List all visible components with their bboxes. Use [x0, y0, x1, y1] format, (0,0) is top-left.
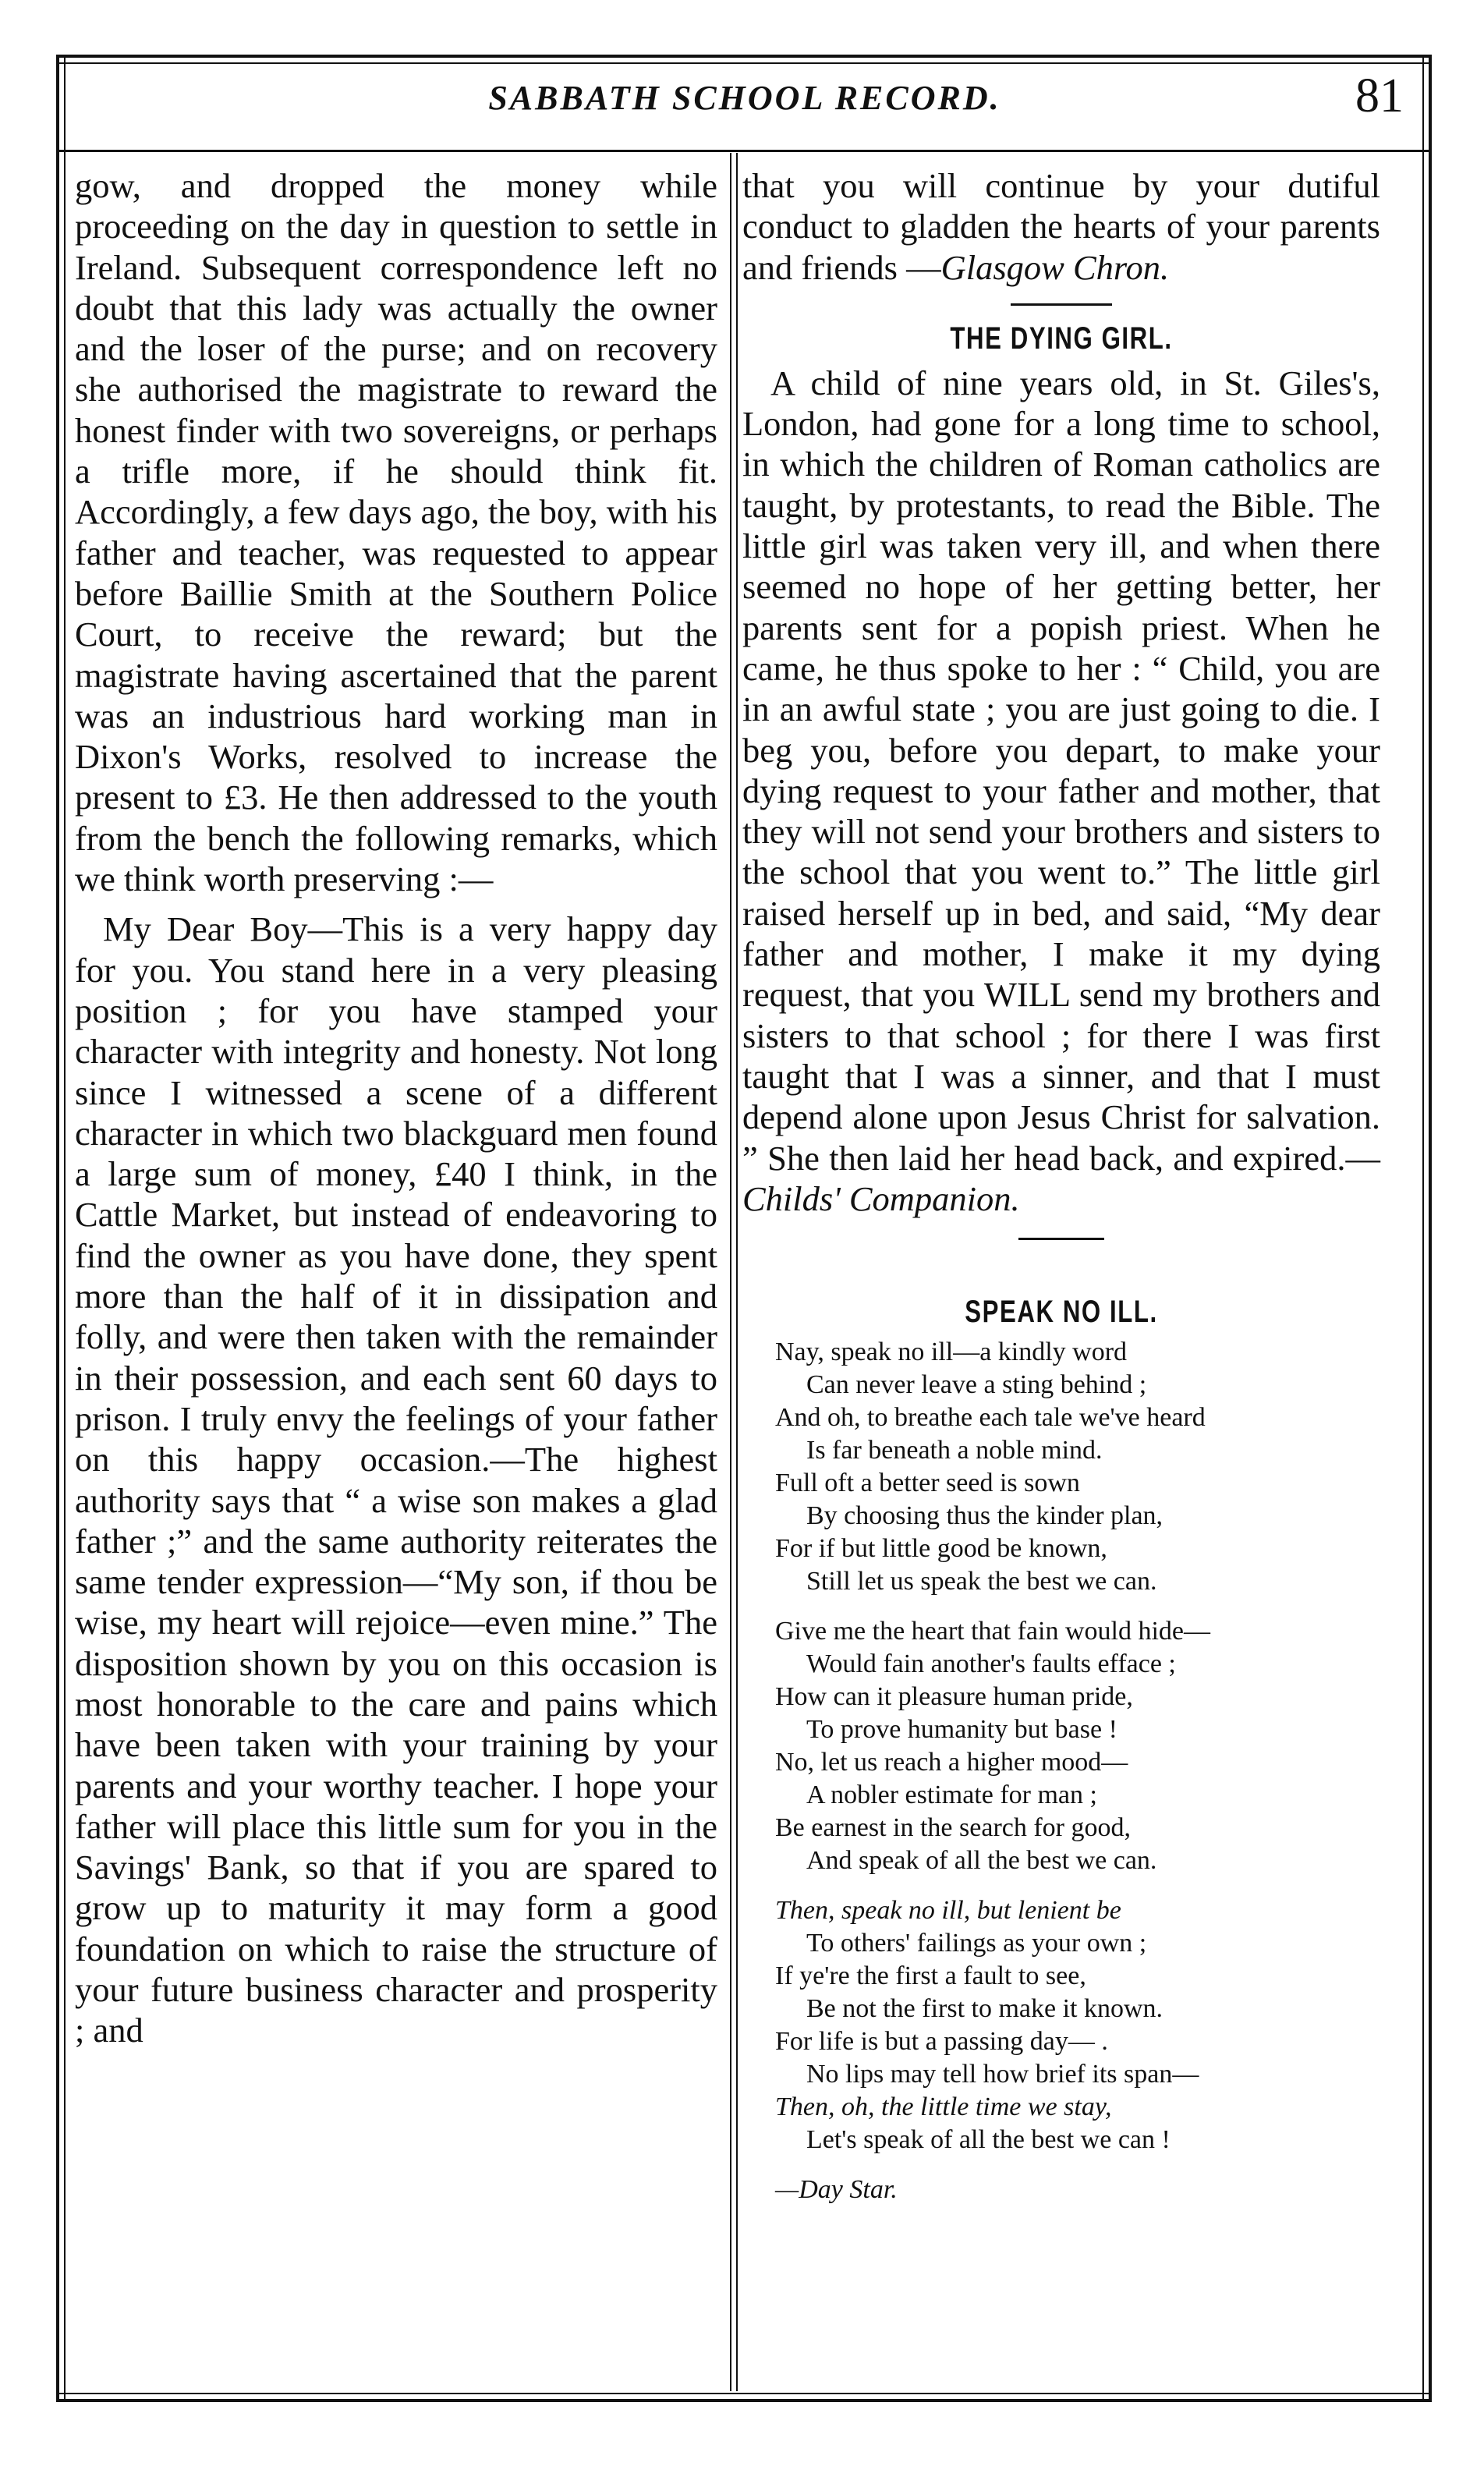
paragraph-magistrate-address: My Dear Boy—This is a very happy day for you. You stand here in a very pleasing position ; for you have stamped your character with integrity and honesty. Not long since I witnessed a scene of a different character in which two blackguard men found a large sum of money, £40 I think, in the Cattle Market, but instead of endeavoring to find the owner as you have done, they spent more than the half of it in dissipation and folly, and were then taken with the remainder in their possession, and each sent 60 days to prison. I truly envy the feelings of your father on this happy occasion.—The highest authority says that “ a wise son makes a glad father ;” and the same authority reiterates the same tender expression—“My son, if thou be wise, my heart will rejoice—even mine.” The disposition shown by you on this occasion is most honorable to the care and pains which have been taken with your training by your parents and your worthy teacher. I hope your father will place this little sum for you in the Savings' Bank, so that if you are spared to grow up to maturity it may form a good foundation on which to raise the structure of your future business character and prosperity ; and [75, 909, 717, 2050]
section-separator [1011, 303, 1112, 306]
poem-line: For if but little good be known, [775, 1534, 1107, 1564]
running-title: SABBATH SCHOOL RECORD. [488, 79, 1001, 117]
poem-line: Then, speak no ill, but lenient be [775, 1896, 1121, 1926]
poem-line: And oh, to breathe each tale we've heard [775, 1403, 1206, 1433]
dying-girl-paragraph [742, 363, 1380, 1219]
border-left-outer [56, 55, 59, 2402]
poem-line: Would fain another's faults efface ; [806, 1649, 1176, 1679]
poem-line: No, let us reach a higher mood— [775, 1748, 1128, 1777]
dying-girl-body: A child of nine years old, in St. Giles's, London, had gone for a long time to school, in which the children of Roman catholics are taught, by protestants, to read the Bible. The little girl was taken very ill, and when there seemed no hope of her getting better, her parents sent for a popish priest. When he came, he thus spoke to her : “ Child, you are in an awful state ; you are just going to die. I beg you, before you depart, to make your dying request to your father and mother, that they will not send your brothers and sisters to the school that you went to.” The little girl raised herself up in bed, and said, “My dear father and mother, I make it my dying request, that you WILL send my brothers and sisters to that school ; for there I was first taught that I was a sinner, and that I must depend alone upon Jesus Christ for salvation. ” She then laid her head back, and expired.— [742, 363, 1380, 1178]
left-column [75, 165, 717, 2051]
poem-source: —Day Star. [775, 2175, 898, 2205]
border-bottom-inner [56, 2393, 1432, 2394]
continuation-source: Glasgow Chron. [940, 247, 1170, 287]
page-number: 81 [1355, 69, 1404, 122]
section-separator [1018, 1238, 1104, 1240]
right-column [742, 165, 1380, 2206]
poem-line: Be not the first to make it known. [806, 1994, 1163, 2024]
border-right-outer [1429, 55, 1432, 2402]
header-rule [56, 150, 1432, 152]
continuation-block [742, 165, 1380, 288]
poem-line: Still let us speak the best we can. [806, 1567, 1157, 1596]
article-dying-girl [742, 363, 1380, 1219]
page-header [70, 69, 1419, 134]
poem-line: And speak of all the best we can. [806, 1846, 1157, 1876]
border-right-inner [1422, 55, 1424, 2402]
border-left-inner [64, 55, 66, 2402]
poem-line: A nobler estimate for man ; [806, 1781, 1097, 1810]
poem-line: For life is but a passing day— . [775, 2027, 1108, 2057]
article-title-dying-girl: THE DYING GIRL. [950, 321, 1173, 356]
column-divider-left [730, 153, 731, 2391]
poem-line: Then, oh, the little time we stay, [775, 2092, 1112, 2122]
dying-girl-source: Childs' Companion. [742, 1178, 1020, 1218]
poem-line: If ye're the first a fault to see, [775, 1961, 1086, 1991]
column-divider-right [736, 153, 738, 2391]
poem-line: How can it pleasure human pride, [775, 1682, 1133, 1712]
poem-stanza-2 [742, 1615, 1380, 1877]
poem-stanza-1 [742, 1336, 1380, 1598]
continuation-text: that you will continue by your dutiful conduct to gladden the hearts of your parents and friends — [742, 166, 1380, 287]
poem-line: No lips may tell how brief its span— [806, 2060, 1199, 2089]
poem-line: By choosing thus the kinder plan, [806, 1501, 1163, 1531]
continuation-paragraph [742, 165, 1380, 288]
border-top-inner [56, 62, 1432, 64]
poem-stanza-3 [742, 1894, 1380, 2156]
poem-line: Can never leave a sting behind ; [806, 1370, 1147, 1400]
poem-line: To prove humanity but base ! [806, 1715, 1117, 1745]
poem-line: Be earnest in the search for good, [775, 1813, 1131, 1843]
poem-line: Give me the heart that fain would hide— [775, 1617, 1210, 1646]
border-top-outer [56, 55, 1432, 58]
poem-line: To others' failings as your own ; [806, 1929, 1147, 1958]
poem-line: Let's speak of all the best we can ! [806, 2125, 1171, 2155]
border-bottom-outer [56, 2399, 1432, 2402]
poem-line: Is far beneath a noble mind. [806, 1436, 1103, 1465]
poem-line: Nay, speak no ill—a kindly word [775, 1338, 1128, 1367]
poem-line: Full oft a better seed is sown [775, 1469, 1080, 1498]
poem-title: SPEAK NO ILL. [965, 1295, 1158, 1330]
paragraph-honest-finder: gow, and dropped the money while proceeding on the day in question to settle in Ireland. Subsequent correspondence left no doubt that this lady was actually the owner and the loser of the purse; and on recovery she authorised the magistrate to reward the honest finder with two sovereigns, or perhaps a trifle more, if he should think fit. Accordingly, a few days ago, the boy, with his father and teacher, was requested to appear before Baillie Smith at the Southern Police Court, to receive the reward; but the magistrate having ascertained that the parent was an industrious hard working man in Dixon's Works, resolved to increase the present to £3. He then addressed to the youth from the bench the following remarks, which we think worth preserving :— [75, 166, 717, 899]
poem-speak-no-ill [742, 1336, 1380, 2206]
